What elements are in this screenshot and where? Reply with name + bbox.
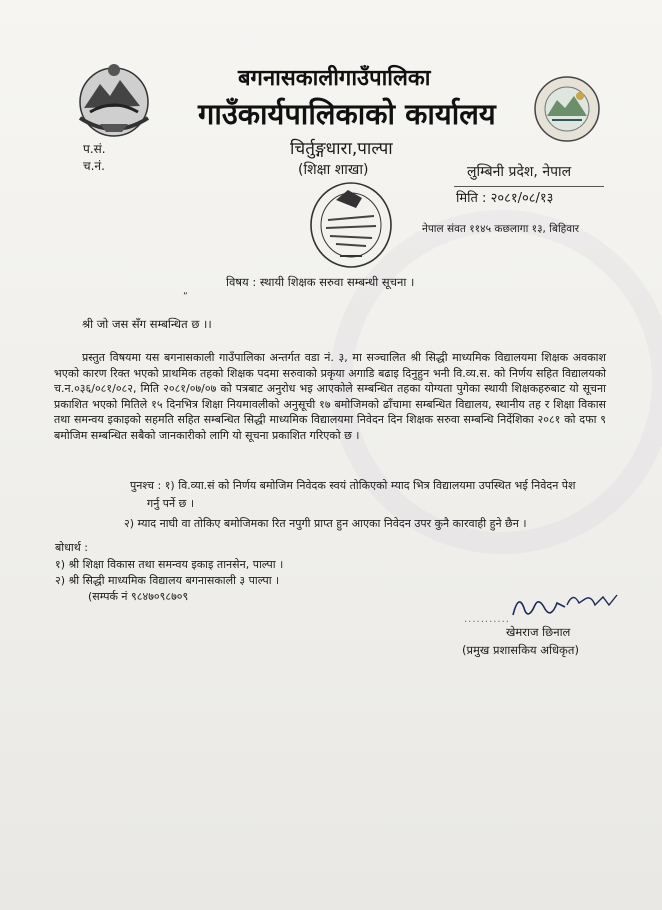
dispatch-number: च.नं. bbox=[83, 159, 105, 173]
postscript-item-2: २) म्याद नाघी वा तोकिए बमोजिमका रित नपुगी प्राप्त हुन आएका निवेदन उपर कुनै कारवाही हुने छैन । bbox=[124, 517, 527, 530]
cc-item-1: १) श्री शिक्षा विकास तथा समन्वय इकाइ तानसेन, पाल्पा । bbox=[55, 558, 284, 571]
letter-subject: विषय : स्थायी शिक्षक सरुवा सम्बन्धी सूचना । bbox=[226, 275, 415, 289]
office-stamp-icon bbox=[308, 180, 394, 270]
cc-contact: (सम्पर्क नं ९८४७०९८७०९ bbox=[88, 590, 189, 603]
office-title: गाउँकार्यपालिकाको कार्यालय bbox=[198, 97, 496, 131]
nepal-emblem-icon bbox=[70, 58, 158, 142]
letter-ref-number: प.सं. bbox=[83, 142, 106, 156]
municipality-name: बगनासकालीगाउँपालिका bbox=[238, 66, 431, 91]
letter-body: प्रस्तुत विषयमा यस बगनासकाली गाउँपालिका अन्तर्गत वडा नं. ३, मा सञ्चालित श्री सिद्धी माध्यमिक विद्यालयमा शिक्षक अवकाश भएको कारण रिक्त भएको प्राथमिक तहको शिक्षक पदमा सरुवाको प्रकृया अगाडि बढाइ दिनुहुन भनी वि.व्य.स. को निर्णय सहित विद्यालयको च.न.०३६/०८१/०८२, मिति २०८१/०७/०७ को पत्रबाट अनुरोध भइ आएकोले सम्बन्धित तहका योग्यता पुगेका स्थायी शिक्षकहरुबाट यो सूचना प्रकाशित भएको मितिले १५ दिनभित्र शिक्षा नियमावलीको अनुसूची १७ बमोजिमको ढाँचामा सम्बन्धित विद्यालय, स्थानीय तह र शिक्षा विकास तथा समन्वय इकाइको सहमति सहित सम्बन्धित सिद्धी माध्यमिक विद्यालयमा निवेदन दिन शिक्षक सरुवा सम्बन्धि निर्देशिका २०८१ को दफा ९ बमोजिम सम्बन्धित सबैको जानकारीको लागि यो सूचना प्रकाशित गरिएको छ । bbox=[54, 351, 606, 442]
margin-mark: ˮ bbox=[183, 292, 188, 302]
handwritten-signature bbox=[505, 585, 625, 625]
cc-heading: बोधार्थ : bbox=[55, 541, 88, 554]
postscript-item-1-cont: गर्नु पर्ने छ । bbox=[147, 497, 195, 510]
letter-addressee: श्री जो जस सँग सम्बन्धित छ ।। bbox=[82, 317, 212, 331]
office-branch: (शिक्षा शाखा) bbox=[298, 162, 369, 178]
signatory-name: खेमराज छिनाल bbox=[506, 625, 571, 639]
office-location: चिर्तुङ्गधारा,पाल्पा bbox=[290, 139, 393, 159]
nepal-samvat-date: नेपाल संवत ११४५ कछलागा १३, बिहिवार bbox=[422, 223, 580, 235]
cc-item-2: २) श्री सिद्धी माध्यमिक विद्यालय बगनासकाली ३ पाल्पा । bbox=[55, 574, 280, 587]
date-rule bbox=[454, 186, 604, 187]
province-country: लुम्बिनी प्रदेश, नेपाल bbox=[467, 164, 572, 180]
postscript-item-1: पुनश्च : १) वि.व्या.सं को निर्णय बमोजिम निवेदक स्वयं तोकिएको म्याद भित्र विद्यालयमा उपस्थित भई निवेदन पेश bbox=[130, 479, 576, 492]
municipality-logo-icon bbox=[532, 74, 602, 144]
signature-line: ........... bbox=[464, 614, 510, 625]
signatory-title: (प्रमुख प्रशासकिय अधिकृत) bbox=[462, 643, 579, 657]
letter-date: मिति : २०८१/०८/१३ bbox=[456, 191, 554, 206]
